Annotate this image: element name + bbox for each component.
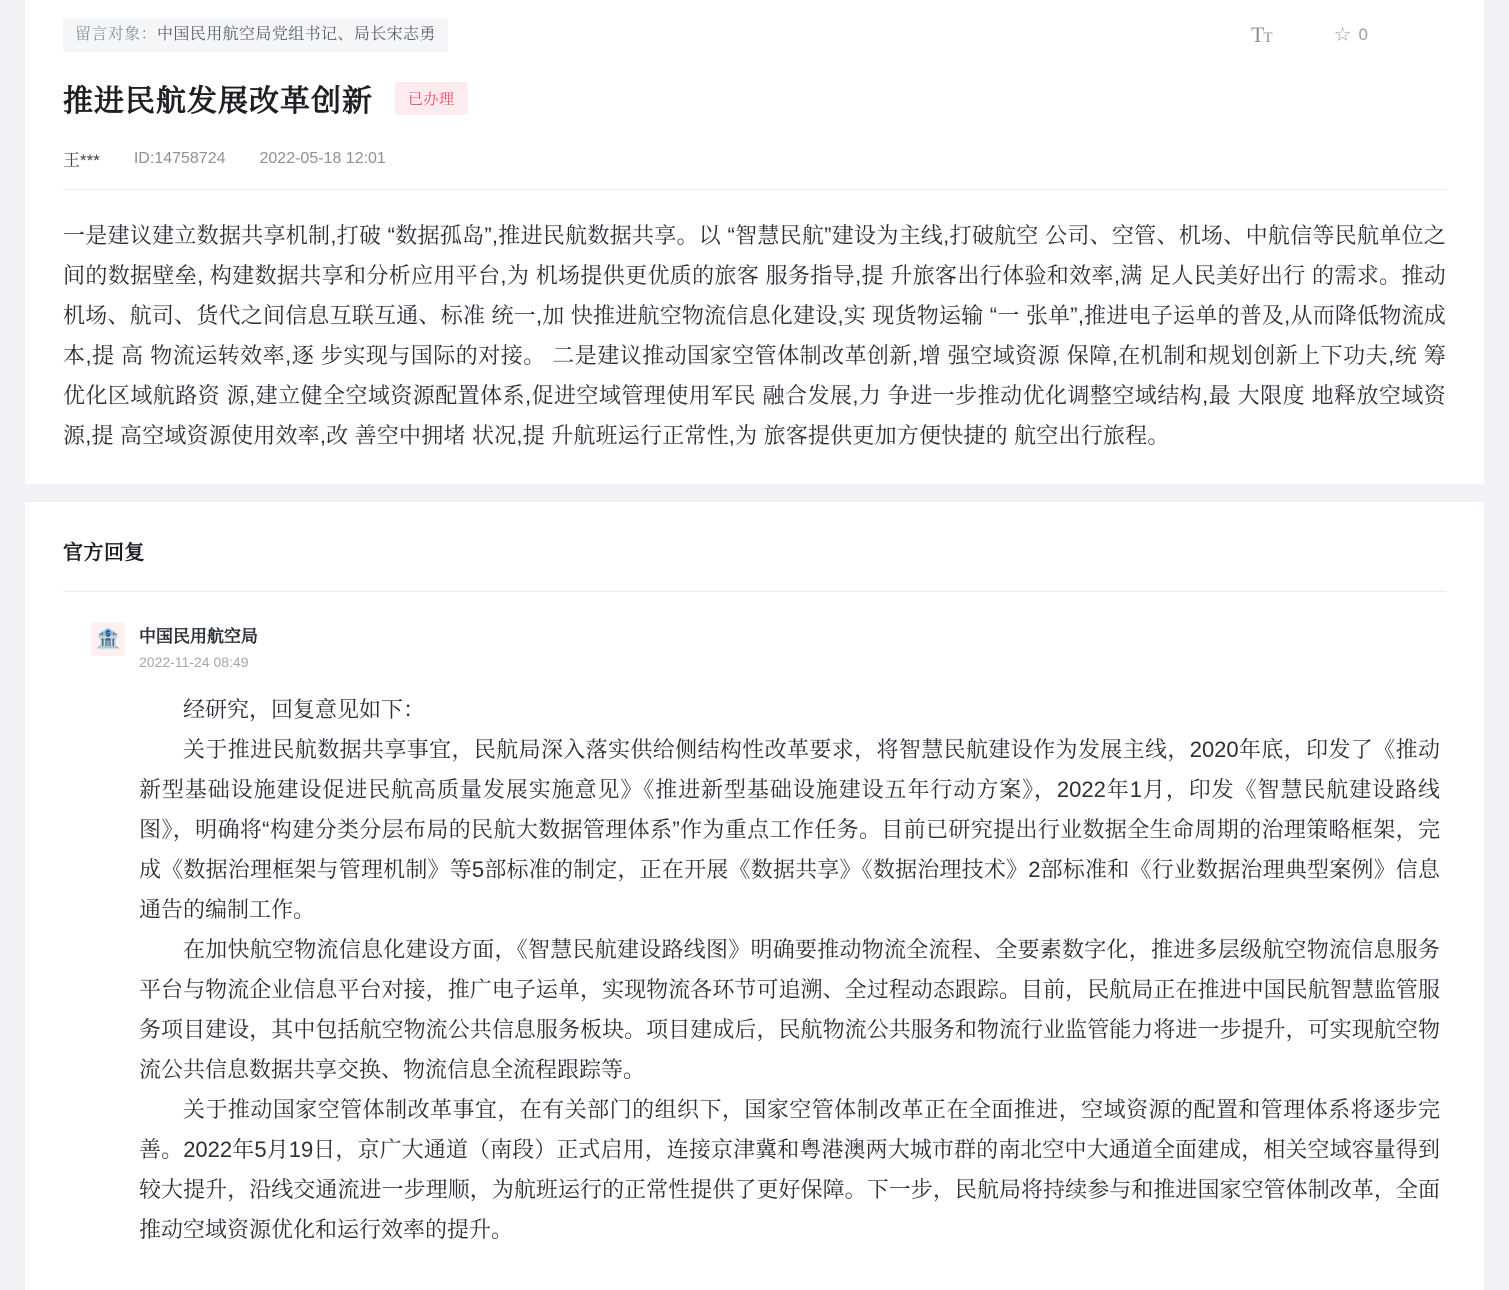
card-divider — [0, 484, 1509, 502]
reply-paragraph: 关于推进民航数据共享事宜，民航局深入落实供给侧结构性改革要求，将智慧民航建设作为发展主线，2020年底，印发了《推动新型基础设施建设促进民航高质量发展实施意见》《推进新型基础设施建设五年行动方案》，2022年1月，印发《智慧民航建设路线图》，明确将“构建分类分层布局的民航大数据管理体系”作为重点工作任务。目前已研究提出行业数据全生命周期的治理策略框架，完成《数据治理框架与管理机制》等5部标准的制定，正在开展《数据共享》《数据治理技术》2部标准和《行业数据治理典型案例》信息通告的编制工作。 — [139, 737, 1440, 922]
font-size-icon: TT — [1250, 22, 1272, 47]
title-row — [63, 76, 1446, 120]
post-id: ID:14758724 — [133, 149, 226, 167]
message-target-label: 留言对象： — [75, 26, 158, 43]
post-date: 2022-05-18 12:01 — [259, 149, 386, 167]
favorite-count: 0 — [1358, 25, 1368, 44]
question-card — [25, 0, 1484, 484]
question-card-inner — [25, 0, 1484, 456]
message-target-tag — [63, 18, 448, 52]
official-reply-card — [25, 502, 1484, 1290]
favorite-button[interactable] — [1334, 25, 1368, 45]
responder-text — [139, 622, 258, 670]
post-author: 王*** — [63, 151, 100, 170]
responder-block — [63, 622, 1446, 670]
page-title: 推进民航发展改革创新 — [63, 85, 373, 118]
reply-paragraph: 关于推动国家空管体制改革事宜，在有关部门的组织下，国家空管体制改革正在全面推进，空域资源的配置和管理体系将逐步完善。2022年5月19日，京广大通道（南段）正式启用，连接京津冀和粤港澳两大城市群的南北空中大通道全面建成，相关空域容量得到较大提升，沿线交通流进一步理顺，为航班运行的正常性提供了更好保障。下一步，民航局将持续参与和推进国家空管体制改革，全面推动空域资源优化和运行效率的提升。 — [139, 1097, 1440, 1242]
font-size-button[interactable] — [1251, 22, 1272, 48]
bank-icon: 🏦 — [91, 622, 125, 656]
responder-org-name: 中国民用航空局 — [139, 627, 258, 646]
reply-paragraph: 在加快航空物流信息化建设方面，《智慧民航建设路线图》明确要推动物流全流程、全要素数字化，推进多层级航空物流信息服务平台与物流企业信息平台对接，推广电子运单，实现物流各环节可追溯、全过程动态跟踪。目前，民航局正在推进中国民航智慧监管服务项目建设，其中包括航空物流公共信息服务板块。项目建成后，民航物流公共服务和物流行业监管能力将进一步提升，可实现航空物流公共信息数据共享交换、物流信息全流程跟踪等。 — [139, 937, 1440, 1082]
top-row — [63, 18, 1446, 52]
reply-paragraph: 经研究，回复意见如下： — [183, 697, 426, 722]
reply-section-title: 官方回复 — [63, 536, 1446, 592]
status-badge: 已办理 — [395, 82, 468, 115]
star-icon: ☆ — [1333, 24, 1352, 46]
reply-content — [63, 690, 1446, 1250]
message-target-value: 中国民用航空局党组书记、局长宋志勇 — [157, 26, 436, 43]
post-meta — [63, 146, 1446, 190]
post-content: 一是建议建立数据共享机制,打破 “数据孤岛”,推进民航数据共享。以 “智慧民航”建设为主线,打破航空 公司、空管、机场、中航信等民航单位之间的数据壁垒, 构建数据共享和分析应用平台,为 机场提供更优质的旅客 服务指导,提 升旅客出行体验和效率,满 足人民美好出行 的需求。推动机场、航司、货代之间信息互联互通、标准 统一,加 快推进航空物流信息化建设,实 现货物运输 “一 张单”,推进电子运单的普及,从而降低物流成本,提 高 物流运转效率,逐 步实现与国际的对接。 二是建议推动国家空管体制改革创新,增 强空域资源 保障,在机制和规划创新上下功夫,统 筹优化区域航路资 源,建立健全空域资源配置体系,促进空域管理使用军民 融合发展,力 争进一步推动优化调整空域结构,最 大限度 地释放空域资源,提 高空域资源使用效率,改 善空中拥堵 状况,提 升航班运行正常性,为 旅客提供更加方便快捷的 航空出行旅程。 — [63, 223, 1446, 448]
top-actions — [1251, 18, 1368, 48]
reply-date: 2022-11-24 08:49 — [139, 654, 249, 670]
